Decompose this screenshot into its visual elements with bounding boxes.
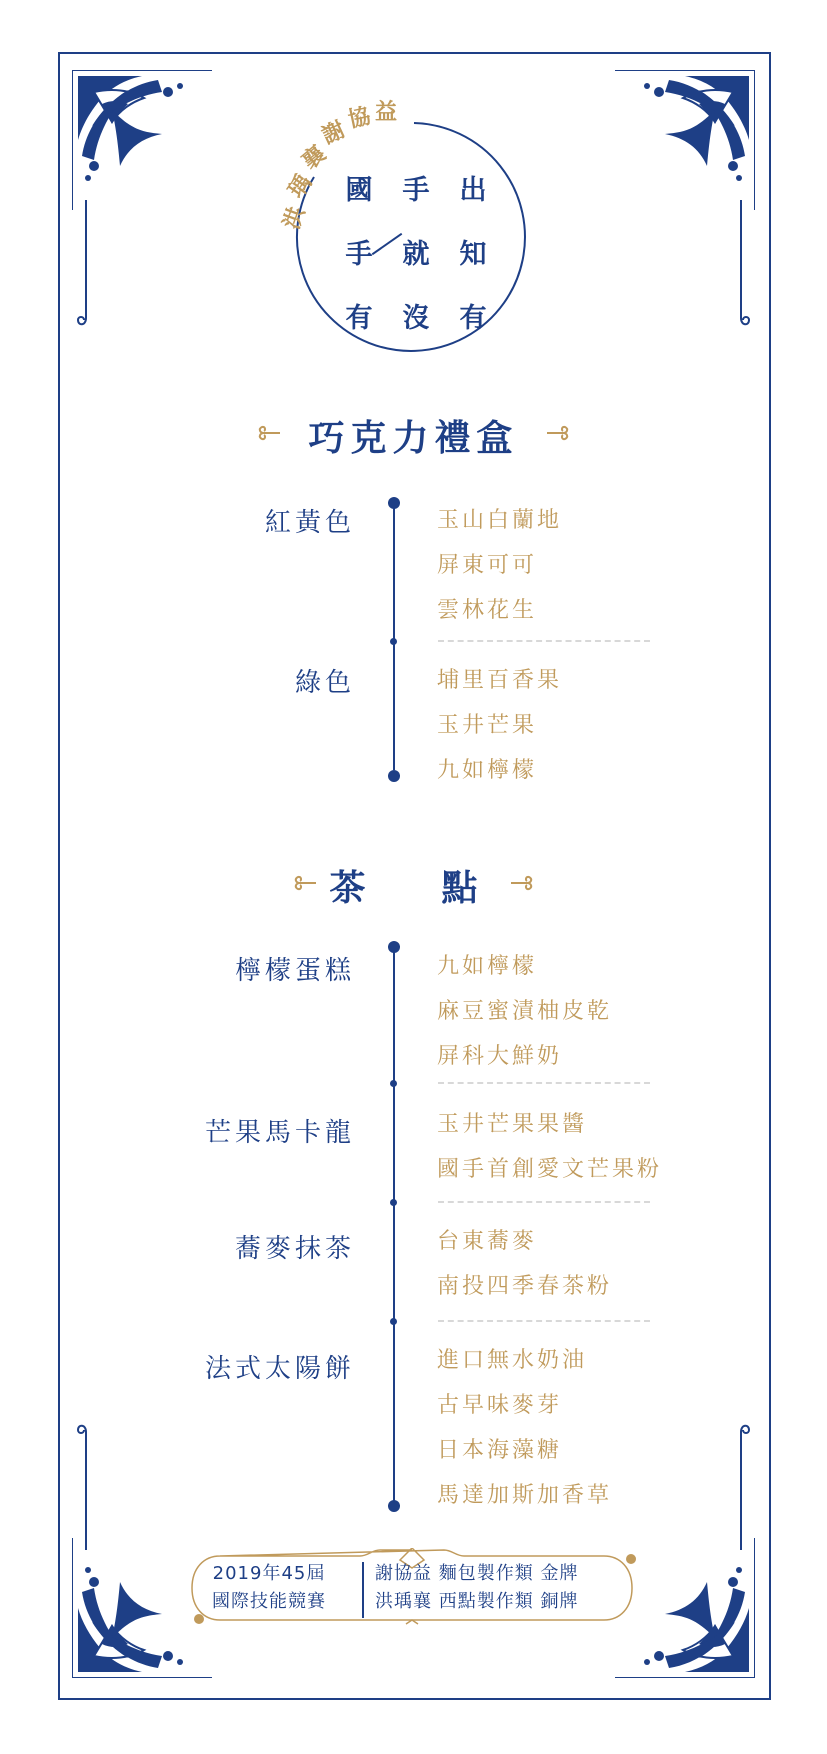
menu-item: 玉井芒果 bbox=[437, 713, 538, 738]
menu-item: 進口無水奶油 bbox=[437, 1348, 588, 1373]
menu-item: 馬達加斯加香草 bbox=[437, 1483, 613, 1508]
badge-arc-name: 協 bbox=[346, 103, 373, 133]
timeline-dot bbox=[388, 497, 400, 509]
timeline-dot bbox=[390, 1080, 397, 1087]
flourish-right-icon bbox=[543, 418, 573, 448]
side-scroll-ornament-icon bbox=[729, 200, 753, 330]
menu-item: 玉井芒果果醬 bbox=[437, 1112, 588, 1137]
divider bbox=[438, 1320, 650, 1322]
timeline-dot bbox=[390, 1199, 397, 1206]
badge-arc-name: 襄 bbox=[297, 141, 331, 175]
badge-arc-name: 洪 bbox=[279, 203, 311, 233]
badge-char: 有 bbox=[459, 303, 487, 334]
footer-event-year: 2019年45屆 bbox=[212, 1563, 326, 1584]
badge-char: 國 bbox=[345, 175, 373, 206]
category-label: 芒果馬卡龍 bbox=[204, 1118, 355, 1148]
badge-char: 手 bbox=[402, 175, 430, 206]
badge-char: 出 bbox=[459, 175, 487, 206]
badge-char: 就 bbox=[402, 239, 430, 270]
menu-item: 日本海藻糖 bbox=[437, 1438, 563, 1463]
timeline-dot bbox=[388, 770, 400, 782]
badge-arc-name: 瑀 bbox=[284, 170, 318, 203]
badge-char: 手 bbox=[345, 239, 373, 270]
category-label: 蕎麥抹茶 bbox=[234, 1234, 355, 1264]
section-title: 巧克力禮盒 bbox=[308, 418, 519, 459]
footer-divider bbox=[362, 1562, 364, 1618]
category-label: 綠色 bbox=[294, 668, 355, 698]
badge-char: 有 bbox=[345, 303, 373, 334]
badge-arc-name: 謝 bbox=[318, 117, 350, 150]
menu-item: 屏科大鮮奶 bbox=[437, 1044, 563, 1069]
flourish-right-icon bbox=[507, 868, 537, 898]
menu-item: 雲林花生 bbox=[437, 598, 538, 623]
menu-item: 埔里百香果 bbox=[437, 668, 563, 693]
timeline-dot bbox=[390, 1318, 397, 1325]
menu-item: 九如檸檬 bbox=[437, 954, 538, 979]
corner-ornament-icon bbox=[72, 70, 212, 210]
timeline-dot bbox=[388, 1500, 400, 1512]
corner-ornament-icon bbox=[615, 70, 755, 210]
divider bbox=[438, 640, 650, 642]
timeline-dot bbox=[388, 941, 400, 953]
category-label: 檸檬蛋糕 bbox=[234, 956, 355, 986]
menu-item: 九如檸檬 bbox=[437, 758, 538, 783]
menu-item: 麻豆蜜漬柚皮乾 bbox=[437, 999, 613, 1024]
timeline-dot bbox=[390, 638, 397, 645]
badge-arc-name: 益 bbox=[375, 100, 398, 125]
badge-char: 知 bbox=[459, 239, 487, 270]
menu-item: 國手首創愛文芒果粉 bbox=[437, 1157, 663, 1182]
side-scroll-ornament-icon bbox=[74, 1420, 98, 1550]
divider bbox=[438, 1201, 650, 1203]
category-label: 紅黃色 bbox=[264, 508, 355, 538]
menu-item: 古早味麥芽 bbox=[437, 1393, 563, 1418]
menu-item: 玉山白蘭地 bbox=[437, 508, 563, 533]
menu-item: 屏東可可 bbox=[437, 553, 538, 578]
menu-item: 南投四季春茶粉 bbox=[437, 1274, 613, 1299]
timeline-line bbox=[393, 949, 395, 1504]
side-scroll-ornament-icon bbox=[74, 200, 98, 330]
side-scroll-ornament-icon bbox=[729, 1420, 753, 1550]
footer-event-name: 國際技能競賽 bbox=[212, 1591, 326, 1612]
badge-char: 沒 bbox=[402, 303, 430, 334]
footer-awards bbox=[375, 1560, 635, 1616]
menu-item: 台東蕎麥 bbox=[437, 1229, 538, 1254]
category-label: 法式太陽餅 bbox=[204, 1354, 355, 1384]
divider bbox=[438, 1082, 650, 1084]
footer-award-line: 謝協益 麵包製作類 金牌 bbox=[375, 1563, 579, 1584]
section-title: 茶 點 bbox=[329, 868, 498, 909]
footer-event bbox=[186, 1560, 352, 1616]
footer-award-line: 洪瑀襄 西點製作類 銅牌 bbox=[375, 1591, 579, 1612]
